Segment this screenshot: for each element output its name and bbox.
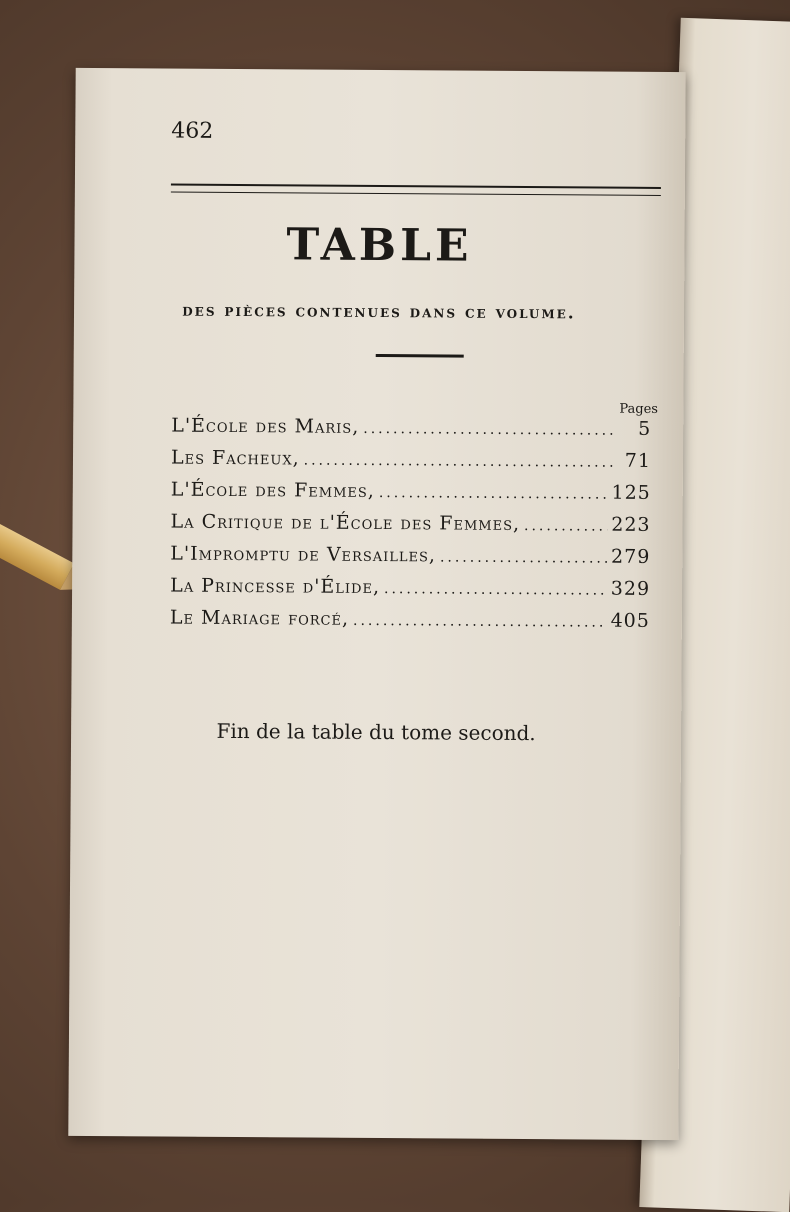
pages-column-header: Pages [619, 401, 659, 417]
toc-entry [170, 575, 650, 610]
toc-entry [171, 415, 651, 450]
closing-line: Fin de la table du tome second. [216, 718, 536, 746]
toc-entry-title: La Critique de l'École des Femmes, [170, 510, 521, 535]
toc-leader-dots [379, 485, 608, 503]
toc-entry-page: 223 [611, 513, 651, 536]
title-separator-rule [376, 354, 464, 358]
toc-leader-dots [440, 549, 607, 566]
toc-entry-page: 71 [624, 449, 652, 472]
book-page [68, 68, 685, 1140]
toc-entry-page: 279 [610, 545, 651, 568]
toc-entry [170, 607, 650, 642]
toc-entry-page: 329 [610, 577, 651, 600]
toc-entry-title: La Princesse d'Élide, [170, 574, 381, 599]
toc-entry [171, 479, 651, 514]
toc-leader-dots [524, 518, 607, 535]
toc-entry-title: L'École des Femmes, [170, 478, 375, 502]
toc-entry-title: L'École des Maris, [171, 414, 360, 438]
toc-entry-title: L'Impromptu de Versailles, [170, 542, 437, 567]
pencil-body [0, 512, 74, 590]
toc-entry-page: 405 [610, 609, 650, 632]
page-subtitle: des pièces contenues dans ce volume. [182, 300, 576, 324]
toc-entry-page: 125 [611, 481, 651, 504]
page-title: TABLE [286, 219, 473, 272]
table-of-contents [170, 415, 652, 642]
toc-entry [170, 511, 650, 546]
toc-leader-dots [353, 613, 607, 631]
toc-leader-dots [304, 452, 613, 470]
toc-entry [171, 447, 651, 482]
toc-entry-title: Les Facheux, [170, 446, 300, 470]
toc-entry-page: 5 [638, 417, 652, 440]
page-number: 462 [171, 118, 214, 144]
toc-leader-dots [363, 421, 613, 439]
toc-entry-title: Le Mariage forcé, [169, 606, 350, 630]
toc-leader-dots [384, 581, 607, 599]
header-double-rule [171, 184, 661, 196]
toc-entry [170, 543, 650, 578]
